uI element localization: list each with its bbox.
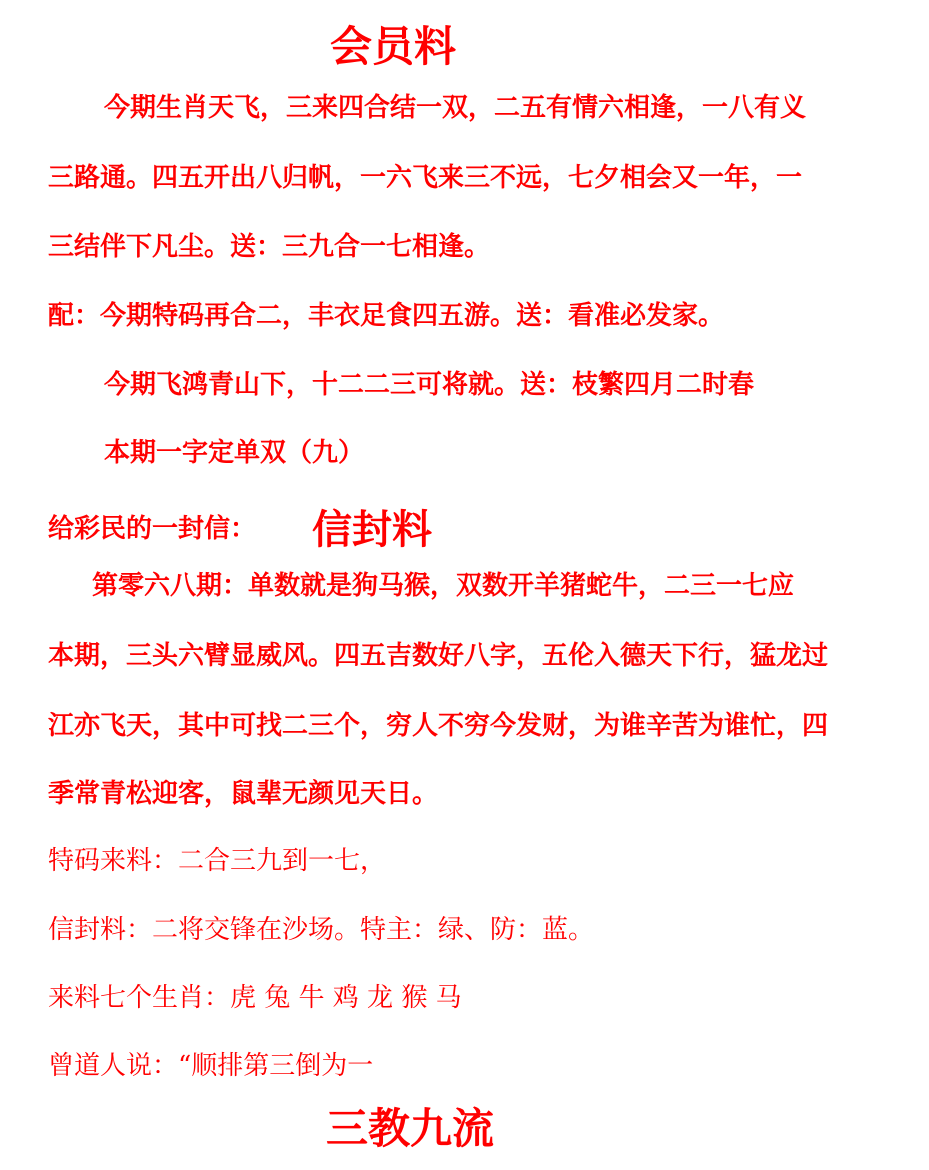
- title-sanjiao: 三教九流: [326, 1104, 495, 1153]
- huiyuan-line-1: 今期生肖天飞，三来四合结一双，二五有情六相逢，一八有义: [104, 93, 807, 123]
- tema-line: 特码来料：二合三九到一七，: [48, 846, 387, 876]
- letter-intro: 给彩民的一封信：: [48, 514, 257, 544]
- extra-line-2: 本期一字定单双（九）: [104, 438, 365, 468]
- zengdao-line: 曾道人说：“顺排第三倒为一: [48, 1051, 374, 1081]
- title-xinfeng: 信封料: [312, 506, 433, 553]
- pei-line: 配：今期特码再合二，丰衣足食四五游。送：看准必发家。: [48, 301, 725, 331]
- xinfeng-line-1: 第零六八期：单数就是狗马猴，双数开羊猪蛇牛，二三一七应: [92, 571, 795, 601]
- xinfeng-line-4: 季常青松迎客，鼠辈无颜见天日。: [48, 779, 439, 809]
- title-huiyuan: 会员料: [330, 22, 457, 71]
- huiyuan-line-3: 三结伴下凡尘。送：三九合一七相逢。: [48, 232, 491, 262]
- extra-line-1: 今期飞鸿青山下，十二二三可将就。送：枝繁四月二时春: [104, 370, 755, 400]
- xinfeng-liao-line: 信封料：二将交锋在沙场。特主：绿、防：蓝。: [48, 915, 595, 945]
- huiyuan-line-2: 三路通。四五开出八归帆，一六飞来三不远，七夕相会又一年，一: [48, 163, 803, 193]
- letter-intro-row: [48, 504, 433, 553]
- zodiac-line: 来料七个生肖：虎 兔 牛 鸡 龙 猴 马: [48, 983, 462, 1013]
- xinfeng-line-3: 江亦飞天，其中可找二三个，穷人不穷今发财，为谁辛苦为谁忙，四: [48, 711, 829, 741]
- xinfeng-line-2: 本期，三头六臂显威风。四五吉数好八字，五伦入德天下行，猛龙过: [48, 641, 829, 671]
